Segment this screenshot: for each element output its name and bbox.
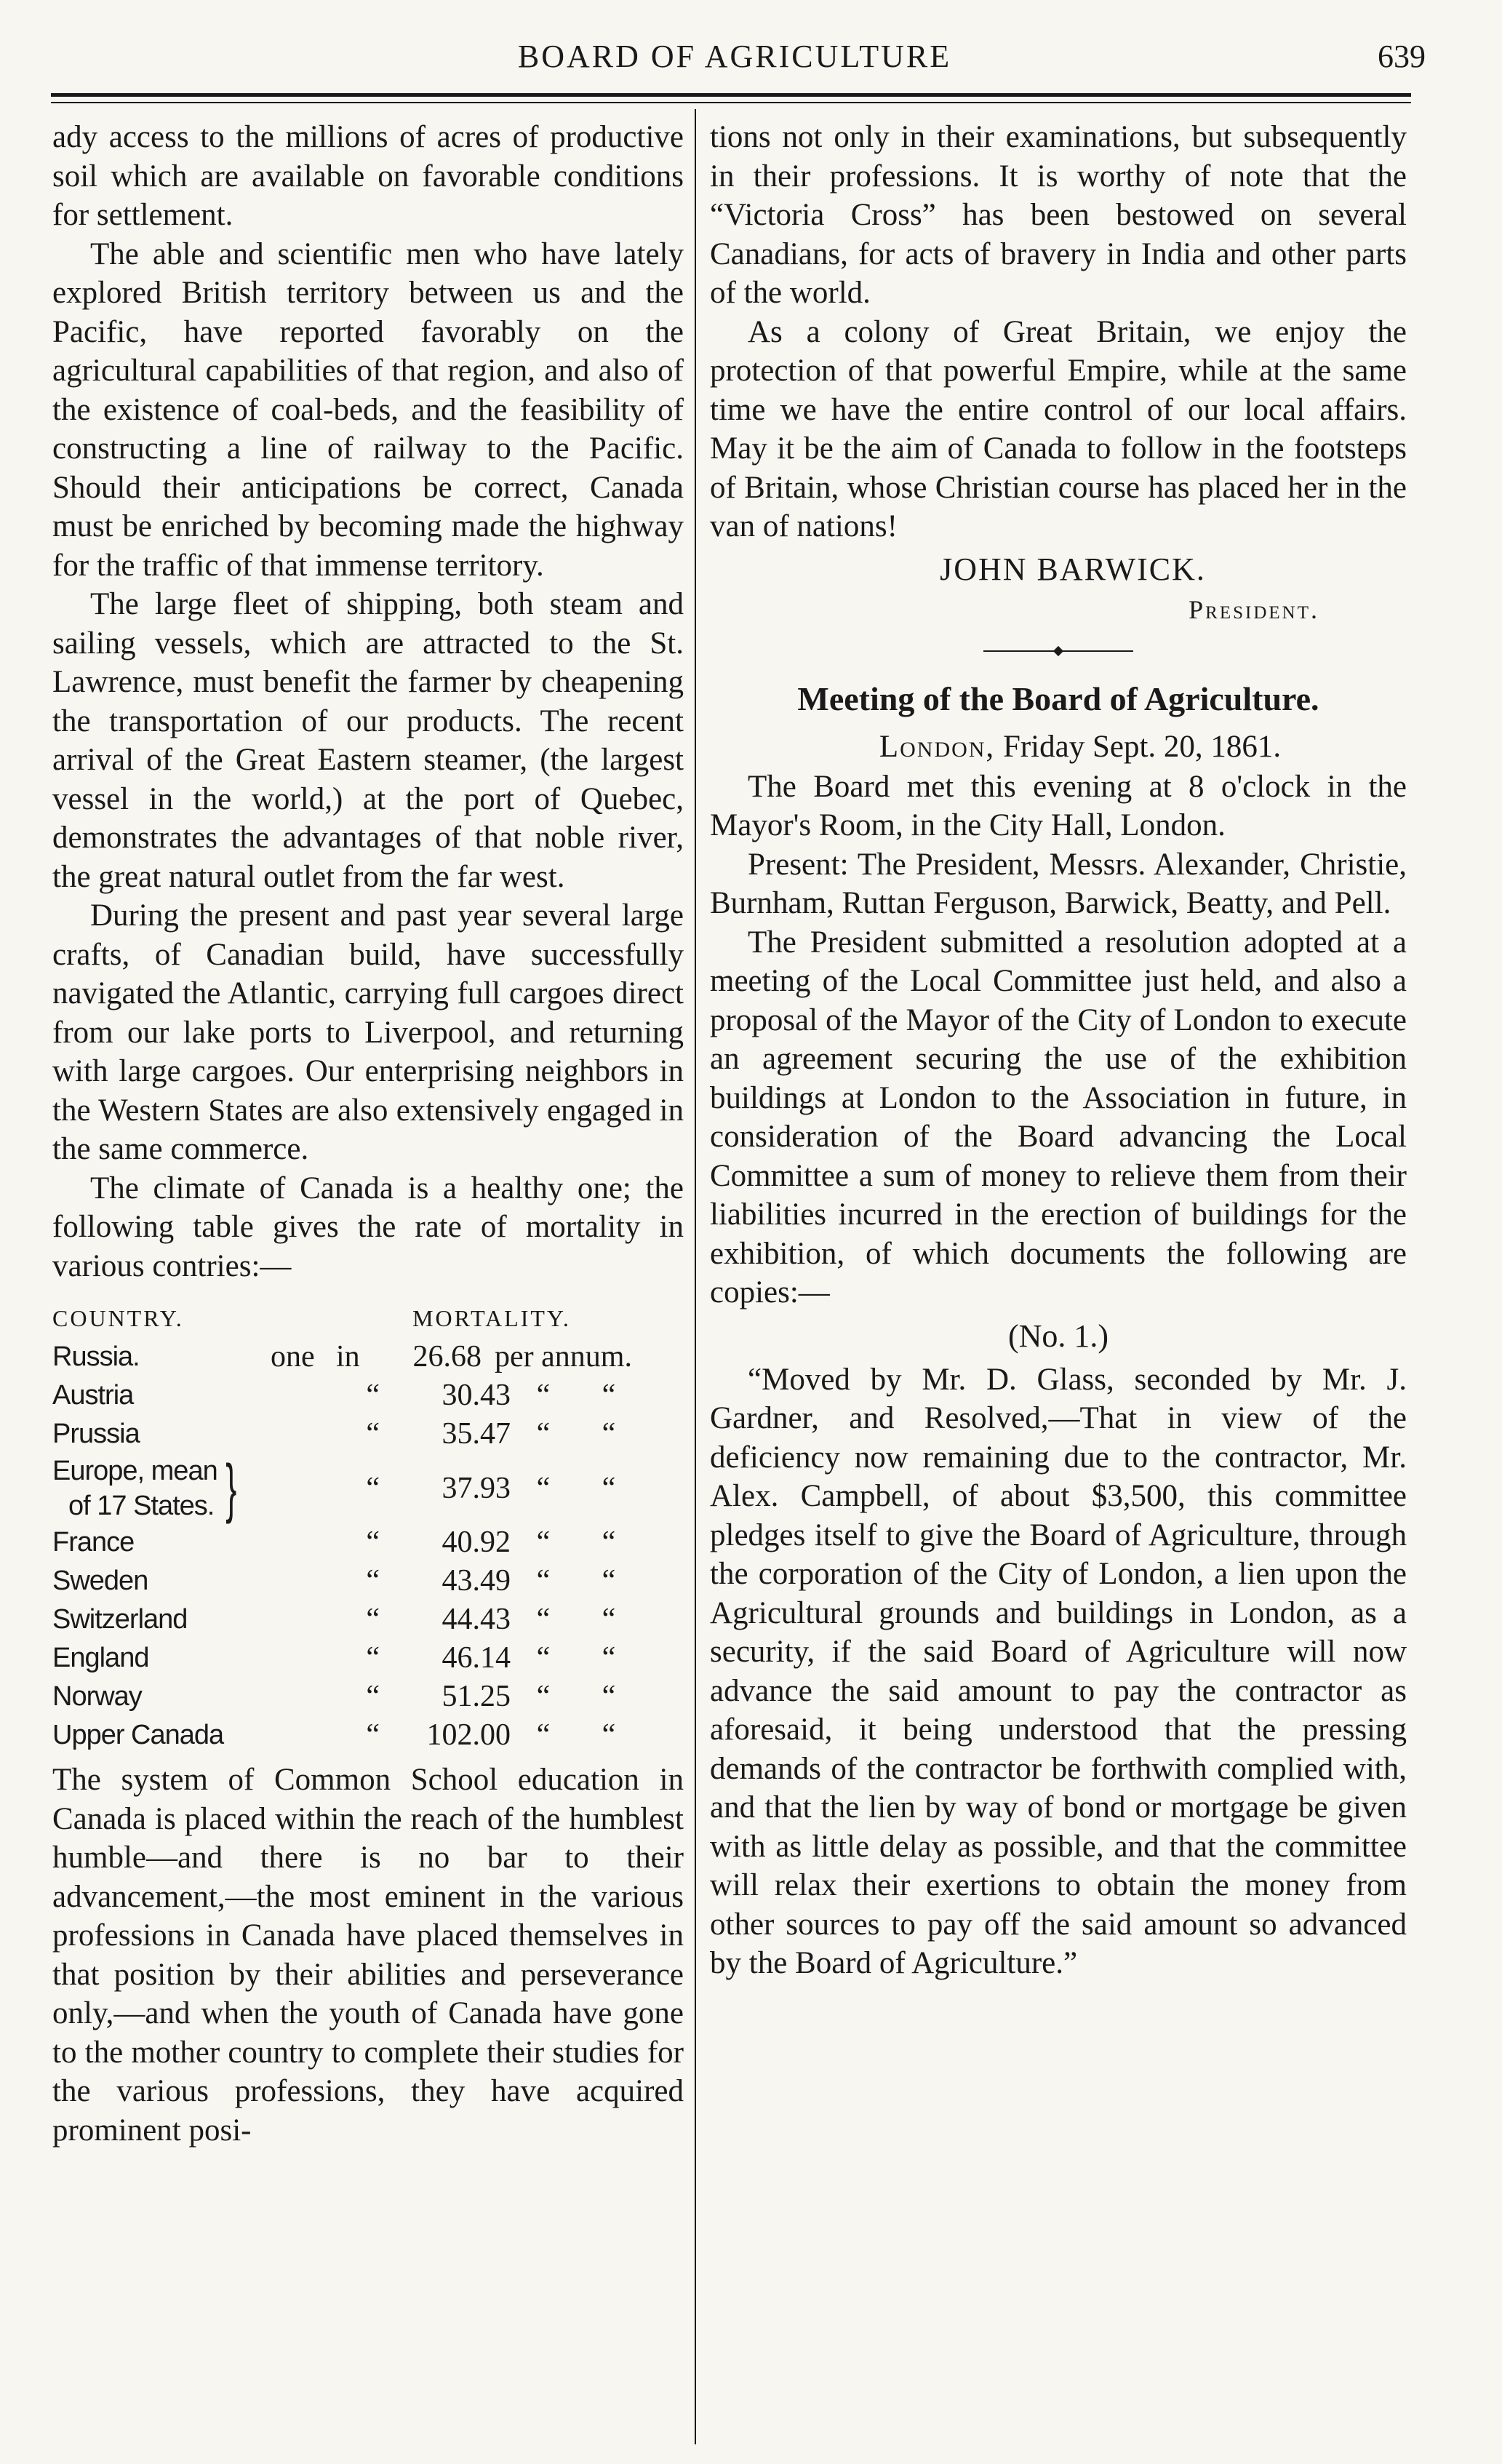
ditto-mark: “ — [536, 1526, 551, 1559]
ditto-mark: “ — [602, 1417, 616, 1451]
running-title: BOARD OF AGRICULTURE — [517, 39, 952, 74]
one-word: one — [271, 1340, 315, 1373]
paragraph: ady access to the millions of acres of productive soil which are available on favorable conditions for settlement. — [52, 120, 684, 232]
ditto-mark: “ — [602, 1564, 616, 1598]
ditto-mark: “ — [366, 1680, 380, 1713]
mortality-table — [52, 1299, 684, 1755]
ditto-mark: “ — [366, 1641, 380, 1675]
left-column — [52, 118, 684, 2150]
ditto-mark: “ — [602, 1526, 616, 1559]
table-row — [52, 1454, 684, 1523]
ditto-mark: “ — [536, 1471, 551, 1505]
ditto-mark: “ — [366, 1417, 380, 1451]
country-name: Norway — [52, 1681, 142, 1712]
dateline-date: Friday Sept. 20, 1861. — [1002, 729, 1282, 764]
ditto-mark: “ — [602, 1718, 616, 1752]
motion-text: “Moved by Mr. D. Glass, seconded by Mr. J. Gardner, and Resolved,—That in view of the deficiency now remaining due to the contractor, Mr. Alex. Campbell, of about $3,500, this committee pledges itself to give the Board of Agriculture, through the corporation of the City of London, a lien upon the Agricultural grounds and buildings in London, as a security, if the said Board of Agriculture will now advance the said amount to pay the contractor as aforesaid, it being understood that the pressing demands of the contractor be forthwith complied with, and that the lien by way of bond or mortgage be given with as little delay as possible, and that the committee will relax their exertions to obtain the money from other sources to pay off the said amount so advanced by the Board of Agriculture.” — [710, 1362, 1407, 1980]
right-column — [710, 118, 1407, 1983]
ditto-mark: “ — [536, 1718, 551, 1752]
ornament-line — [1060, 650, 1133, 652]
country-line: of 17 States. — [68, 1491, 215, 1521]
paragraph: The large fleet of shipping, both steam and sailing vessels, which are attracted to the St. Lawrence, must benefit the farmer by cheapening the transportation of our products. The recent arrival of the Great Eastern steamer, (the largest vessel in the world,) at the port of Quebec, demonstrates the advantages of that noble river, the great natural outlet from the far west. — [52, 587, 684, 894]
paragraph: The President submitted a resolution adopted at a meeting of the Local Committee just held, and also a proposal of the Mayor of the City of London to execute an agreement securing the use of the exhibition buildings at London to the Association in future, in consideration of the Board advancing the Local Committee a sum of money to relieve them from their liabilities incurred in the erection of buildings for the exhibition, of which documents the following are copies:— — [710, 925, 1407, 1309]
country-name: Switzerland — [52, 1604, 188, 1635]
ditto-mark: “ — [602, 1680, 616, 1713]
header-rule — [51, 93, 1411, 97]
ditto-mark: “ — [602, 1641, 616, 1675]
paragraph: During the present and past year several large crafts, of Canadian build, have successfully navigated the Atlantic, carrying full cargoes direct from our lake ports to Liverpool, and returning with large cargoes. Our enterprising neighbors in the Western States are also extensively engaged in the same commerce. — [52, 898, 684, 1166]
column-divider — [695, 109, 696, 2444]
ditto-mark: “ — [536, 1417, 551, 1451]
mortality-rate: 44.43 — [442, 1603, 511, 1636]
section-ornament — [710, 629, 1407, 673]
table-row — [52, 1678, 684, 1716]
mortality-rate: 37.93 — [442, 1471, 511, 1505]
country-line: Europe, mean — [52, 1456, 217, 1486]
country-name: Russia. — [52, 1341, 140, 1372]
ditto-mark: “ — [366, 1471, 380, 1505]
table-row — [52, 1338, 684, 1376]
mortality-rate: 102.00 — [426, 1718, 511, 1752]
table-row — [52, 1562, 684, 1600]
country-name: England — [52, 1643, 149, 1673]
table-header — [52, 1299, 684, 1338]
ornament-diamond-icon — [1053, 645, 1063, 655]
country-name: Prussia — [52, 1419, 140, 1449]
table-row — [52, 1415, 684, 1454]
paragraph: The climate of Canada is a healthy one; the following table gives the rate of mortality in various contries:— — [52, 1171, 684, 1283]
ditto-mark: “ — [602, 1471, 616, 1505]
ditto-mark: “ — [536, 1641, 551, 1675]
paragraph: Present: The President, Messrs. Alexander, Christie, Burnham, Ruttan Ferguson, Barwick, Beatty, and Pell. — [710, 847, 1407, 920]
paragraph: tions not only in their examinations, but subsequently in their professions. It is worthy of note that the “Victoria Cross” has been bestowed on several Canadians, for acts of bravery in India and other parts of the world. — [710, 120, 1407, 310]
country-name: Austria — [52, 1380, 134, 1411]
country-name: France — [52, 1527, 135, 1558]
country-name: Sweden — [52, 1566, 148, 1596]
brace-icon: } — [225, 1452, 236, 1525]
column-header-country: COUNTRY. — [52, 1305, 184, 1331]
section-title: Meeting of the Board of Agriculture. — [797, 679, 1319, 717]
paragraph: The Board met this evening at 8 o'clock in the Mayor's Room, in the City Hall, London. — [710, 769, 1407, 842]
ditto-mark: “ — [602, 1603, 616, 1636]
ditto-mark: “ — [366, 1564, 380, 1598]
ditto-mark: “ — [536, 1603, 551, 1636]
paragraph: The able and scientific men who have lately explored British territory between us and the Pacific, have reported favorably on the agricultural capabilities of that region, and also of the existence of coal-beds, and the feasibility of constructing a line of railway to the Pacific. Should their anticipations be correct, Canada must be enriched by becoming made the highway for the traffic of that immense territory. — [52, 236, 684, 583]
in-word: in — [336, 1340, 360, 1373]
header-rule-thin — [51, 102, 1411, 103]
country-name — [52, 1454, 271, 1523]
ditto-mark: “ — [536, 1680, 551, 1713]
mortality-rate: 26.68 — [412, 1340, 482, 1373]
table-row — [52, 1523, 684, 1562]
signature-name: JOHN BARWICK. — [940, 551, 1206, 587]
mortality-rate: 35.47 — [442, 1417, 511, 1451]
ditto-mark: “ — [366, 1379, 380, 1412]
country-name-group — [52, 1454, 217, 1523]
column-header-mortality: MORTALITY. — [412, 1305, 571, 1331]
table-row — [52, 1639, 684, 1678]
table-row — [52, 1376, 684, 1415]
ditto-mark: “ — [536, 1379, 551, 1412]
table-row — [52, 1600, 684, 1639]
ornament-line — [983, 650, 1056, 652]
motion-number: (No. 1.) — [1007, 1317, 1109, 1354]
dateline-place: London, — [879, 729, 996, 764]
ditto-mark: “ — [366, 1526, 380, 1559]
page-number: 639 — [1378, 39, 1426, 74]
ditto-mark: “ — [366, 1718, 380, 1752]
mortality-rate: 46.14 — [442, 1641, 511, 1675]
mortality-rate: 51.25 — [442, 1680, 511, 1713]
dateline — [710, 727, 1407, 767]
per-annum: per annum. — [495, 1340, 632, 1373]
mortality-rate: 40.92 — [442, 1526, 511, 1559]
ditto-mark: “ — [536, 1564, 551, 1598]
ditto-mark: “ — [366, 1603, 380, 1636]
mortality-rate: 43.49 — [442, 1564, 511, 1598]
page-header — [44, 38, 1426, 81]
ditto-mark: “ — [602, 1379, 616, 1412]
paragraph: The system of Common School education in Canada is placed within the reach of the humblest humble—and there is no bar to their advancement,—the most eminent in the various professions in Canada have placed themselves in that position by their abilities and perseverance only,—and when the youth of Canada have gone to the mother country to complete their studies for the various professions, they have acquired prominent posi- — [52, 1763, 684, 2148]
mortality-rate: 30.43 — [442, 1379, 511, 1412]
table-row — [52, 1716, 684, 1755]
signature-title: President. — [1189, 594, 1319, 624]
country-name: Upper Canada — [52, 1720, 224, 1750]
paragraph: As a colony of Great Britain, we enjoy the protection of that powerful Empire, while at the same time we have the entire control of our local affairs. May it be the aim of Canada to follow in the footsteps of Britain, whose Christian course has placed her in the van of nations! — [710, 314, 1407, 543]
